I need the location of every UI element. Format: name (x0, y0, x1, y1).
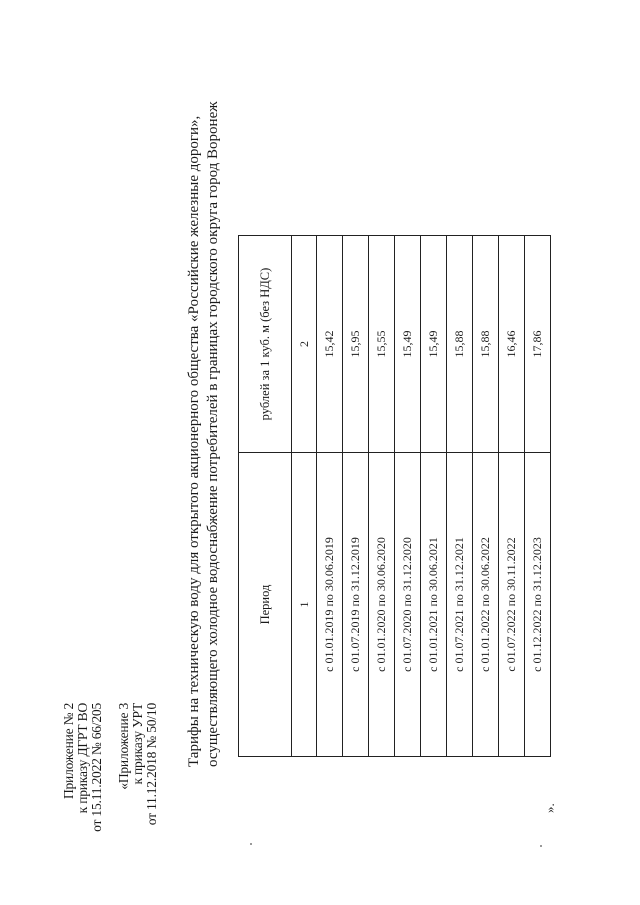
table-row (525, 236, 551, 757)
document-title (185, 17, 223, 767)
table-row (447, 236, 473, 757)
price-cell: 17,86 (525, 236, 551, 453)
period-cell: с 01.01.2021 по 30.06.2021 (421, 453, 447, 757)
period-cell: с 01.07.2021 по 31.12.2021 (447, 453, 473, 757)
annex-order-date: от 15.11.2022 № 66/205 (89, 703, 104, 832)
period-cell: с 01.07.2019 по 31.12.2019 (343, 453, 369, 757)
title-line-1: Тарифы на техническую воду для открытого акционерного общества «Российские железные дороги», (186, 115, 202, 767)
price-cell: 15,49 (421, 236, 447, 453)
previous-annex-number: «Приложение 3 (116, 703, 131, 790)
price-cell: 15,95 (343, 236, 369, 453)
tariff-table (238, 235, 551, 757)
table-row (369, 236, 395, 757)
period-cell: с 01.01.2022 по 30.06.2022 (473, 453, 499, 757)
previous-annex-header (117, 703, 159, 825)
column-number-2: 2 (292, 236, 317, 453)
table-row (317, 236, 343, 757)
scan-speck (540, 845, 542, 847)
annex-number: Приложение № 2 (61, 703, 76, 800)
price-cell: 15,88 (447, 236, 473, 453)
period-cell: с 01.01.2019 по 30.06.2019 (317, 453, 343, 757)
title-line-2: осуществляющего холодное водоснабжение потребителей в границах городского округа город Воронеж (205, 101, 221, 767)
previous-annex-order-date: от 11.12.2018 № 50/10 (144, 703, 159, 826)
table-row (395, 236, 421, 757)
period-cell: с 01.07.2022 по 30.11.2022 (499, 453, 525, 757)
price-cell: 15,88 (473, 236, 499, 453)
price-cell: 15,49 (395, 236, 421, 453)
period-cell: с 01.01.2020 по 30.06.2020 (369, 453, 395, 757)
table-row (499, 236, 525, 757)
annex-order-ref: к приказу ДГРТ ВО (75, 703, 90, 814)
period-cell: с 01.12.2022 по 31.12.2023 (525, 453, 551, 757)
column-number-row (292, 236, 317, 757)
price-cell: 16,46 (499, 236, 525, 453)
column-number-1: 1 (292, 453, 317, 757)
table-row (473, 236, 499, 757)
scan-speck (250, 843, 252, 845)
price-cell: 15,55 (369, 236, 395, 453)
previous-annex-order-ref: к приказу УРТ (130, 703, 145, 785)
table-row (343, 236, 369, 757)
table-row (421, 236, 447, 757)
period-cell: с 01.07.2020 по 31.12.2020 (395, 453, 421, 757)
annex-header (62, 703, 104, 832)
header-price: рублей за 1 куб. м (без НДС) (239, 236, 292, 453)
header-period: Период (239, 453, 292, 757)
price-cell: 15,42 (317, 236, 343, 453)
closing-quote-mark: ». (542, 803, 557, 813)
table-header-row (239, 236, 292, 757)
